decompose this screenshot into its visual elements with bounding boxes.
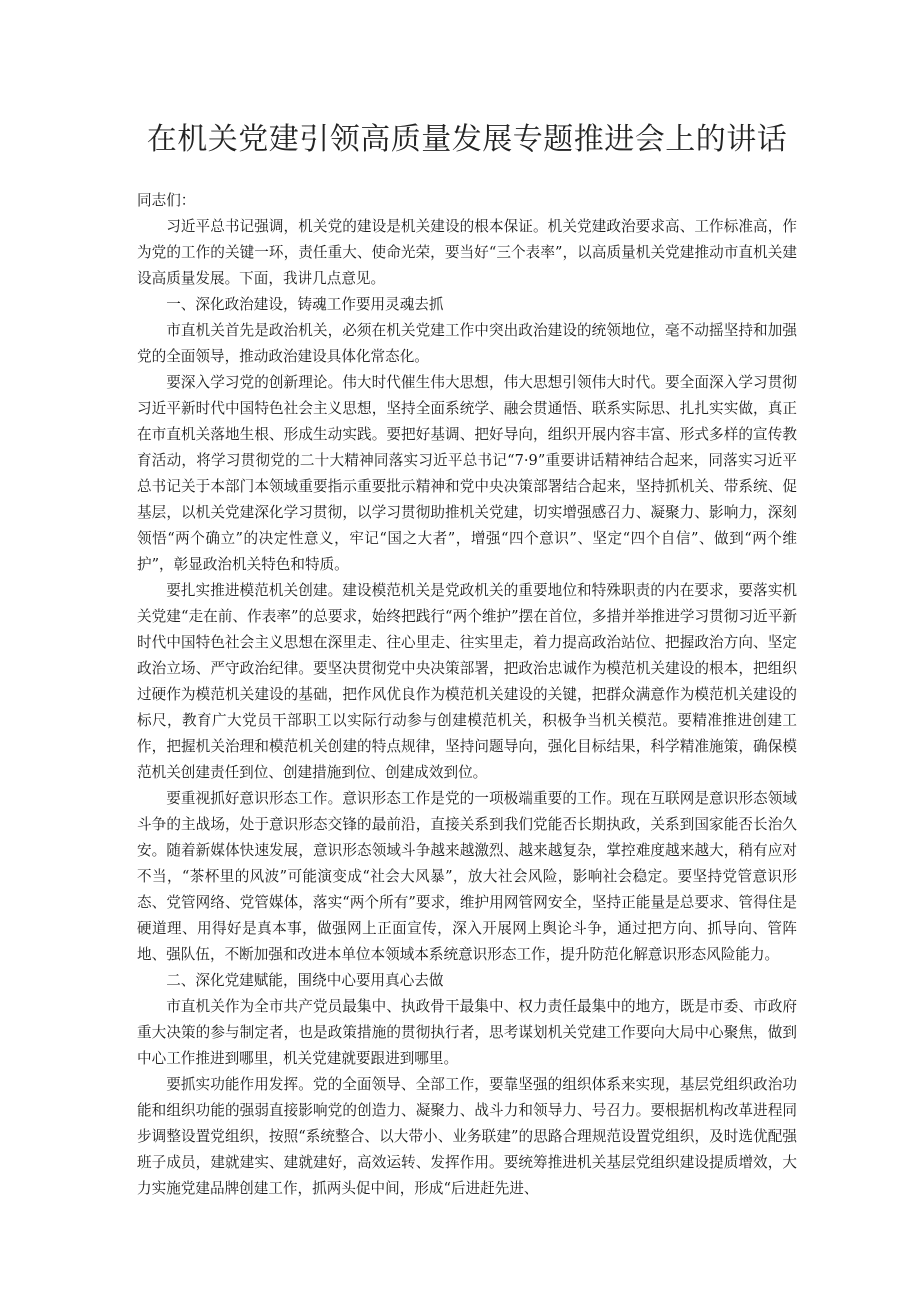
paragraph: 市直机关首先是政治机关，必须在机关党建工作中突出政治建设的统领地位，毫不动摇坚持和加强党的全面领导，推动政治建设具体化常态化。 [137,322,797,365]
salutation: 同志们： [137,192,196,209]
paragraph: 要抓实功能作用发挥。党的全面领导、全部工作，要靠坚强的组织体系来实现，基层党组织政治功能和组织功能的强弱直接影响党的创造力、凝聚力、战斗力和领导力、号召力。要根据机构改革进程同步调整设置党组织，按照“系统整合、以大带小、业务联建”的思路合理规范设置党组织，及时选优配强班子成员，建就建实、建就建好，高效运转、发挥作用。要统筹推进机关基层党组织建设提质增效，大力实施党建品牌创建工作，抓两头促中间，形成“后进赶先进、 [137,1076,797,1197]
document-title: 在机关党建引领高质量发展专题推进会上的讲话 [146,122,788,157]
section-heading-2: 二、深化党建赋能，围绕中心要用真心去做 [166,972,444,989]
document-page [137,120,797,1202]
paragraph: 要扎实推进模范机关创建。建设模范机关是党政机关的重要地位和特殊职责的内在要求，要落实机关党建“走在前、作表率”的总要求，始终把践行“两个维护”摆在首位，多措并举推进学习贯彻习近平新时代中国特色社会主义思想在深里走、往心里走、往实里走，着力提高政治站位、把握政治方向、坚定政治立场、严守政治纪律。要坚决贯彻党中央决策部署，把政治忠诚作为模范机关建设的根本，把组织过硬作为模范机关建设的基础，把作风优良作为模范机关建设的关键，把群众满意作为模范机关建设的标尺，教育广大党员干部职工以实际行动参与创建模范机关，积极争当机关模范。要精准推进创建工作，把握机关治理和模范机关创建的特点规律，坚持问题导向，强化目标结果，科学精准施策，确保模范机关创建责任到位、创建措施到位、创建成效到位。 [137,582,797,781]
section-heading-1: 一、深化政治建设，铸魂工作要用灵魂去抓 [166,296,444,313]
paragraph: 要重视抓好意识形态工作。意识形态工作是党的一项极端重要的工作。现在互联网是意识形态领域斗争的主战场，处于意识形态交锋的最前沿，直接关系到我们党能否长期执政，关系到国家能否长治久安。随着新媒体快速发展，意识形态领域斗争越来越激烈、越来越复杂，掌控难度越来越大，稍有应对不当，“茶杯里的风波”可能演变成“社会大风暴”，放大社会风险，影响社会稳定。要坚持党管意识形态、党管网络、党管媒体，落实“两个所有”要求，维护用网管网安全，坚持正能量是总要求、管得住是硬道理、用得好是真本事，做强网上正面宣传，深入开展网上舆论斗争，通过把方向、抓导向、管阵地、强队伍，不断加强和改进本单位本领域本系统意识形态工作，提升防范化解意识形态风险能力。 [137,790,797,963]
paragraph: 市直机关作为全市共产党员最集中、执政骨干最集中、权力责任最集中的地方，既是市委、市政府重大决策的参与制定者，也是政策措施的贯彻执行者，思考谋划机关党建工作要向大局中心聚焦，做到中心工作推进到哪里，机关党建就要跟进到哪里。 [137,998,797,1067]
paragraph-intro: 习近平总书记强调，机关党的建设是机关建设的根本保证。机关党建政治要求高、工作标准高，作为党的工作的关键一环，责任重大、使命光荣，要当好“三个表率”，以高质量机关党建推动市直机关建设高质量发展。下面，我讲几点意见。 [137,218,797,287]
paragraph: 要深入学习党的创新理论。伟大时代催生伟大思想，伟大思想引领伟大时代。要全面深入学习贯彻习近平新时代中国特色社会主义思想，坚持全面系统学、融会贯通悟、联系实际思、扎扎实实做，真正在市直机关落地生根、形成生动实践。要把好基调、把好导向，组织开展内容丰富、形式多样的宣传教育活动，将学习贯彻党的二十大精神同落实习近平总书记“7·9”重要讲话精神结合起来，同落实习近平总书记关于本部门本领域重要指示重要批示精神和党中央决策部署结合起来，坚持抓机关、带系统、促基层，以机关党建深化学习贯彻，以学习贯彻助推机关党建，切实增强感召力、凝聚力、影响力，深刻领悟“两个确立”的决定性意义，牢记“国之大者”，增强“四个意识”、坚定“四个自信”、做到“两个维护”，彰显政治机关特色和特质。 [137,374,797,573]
